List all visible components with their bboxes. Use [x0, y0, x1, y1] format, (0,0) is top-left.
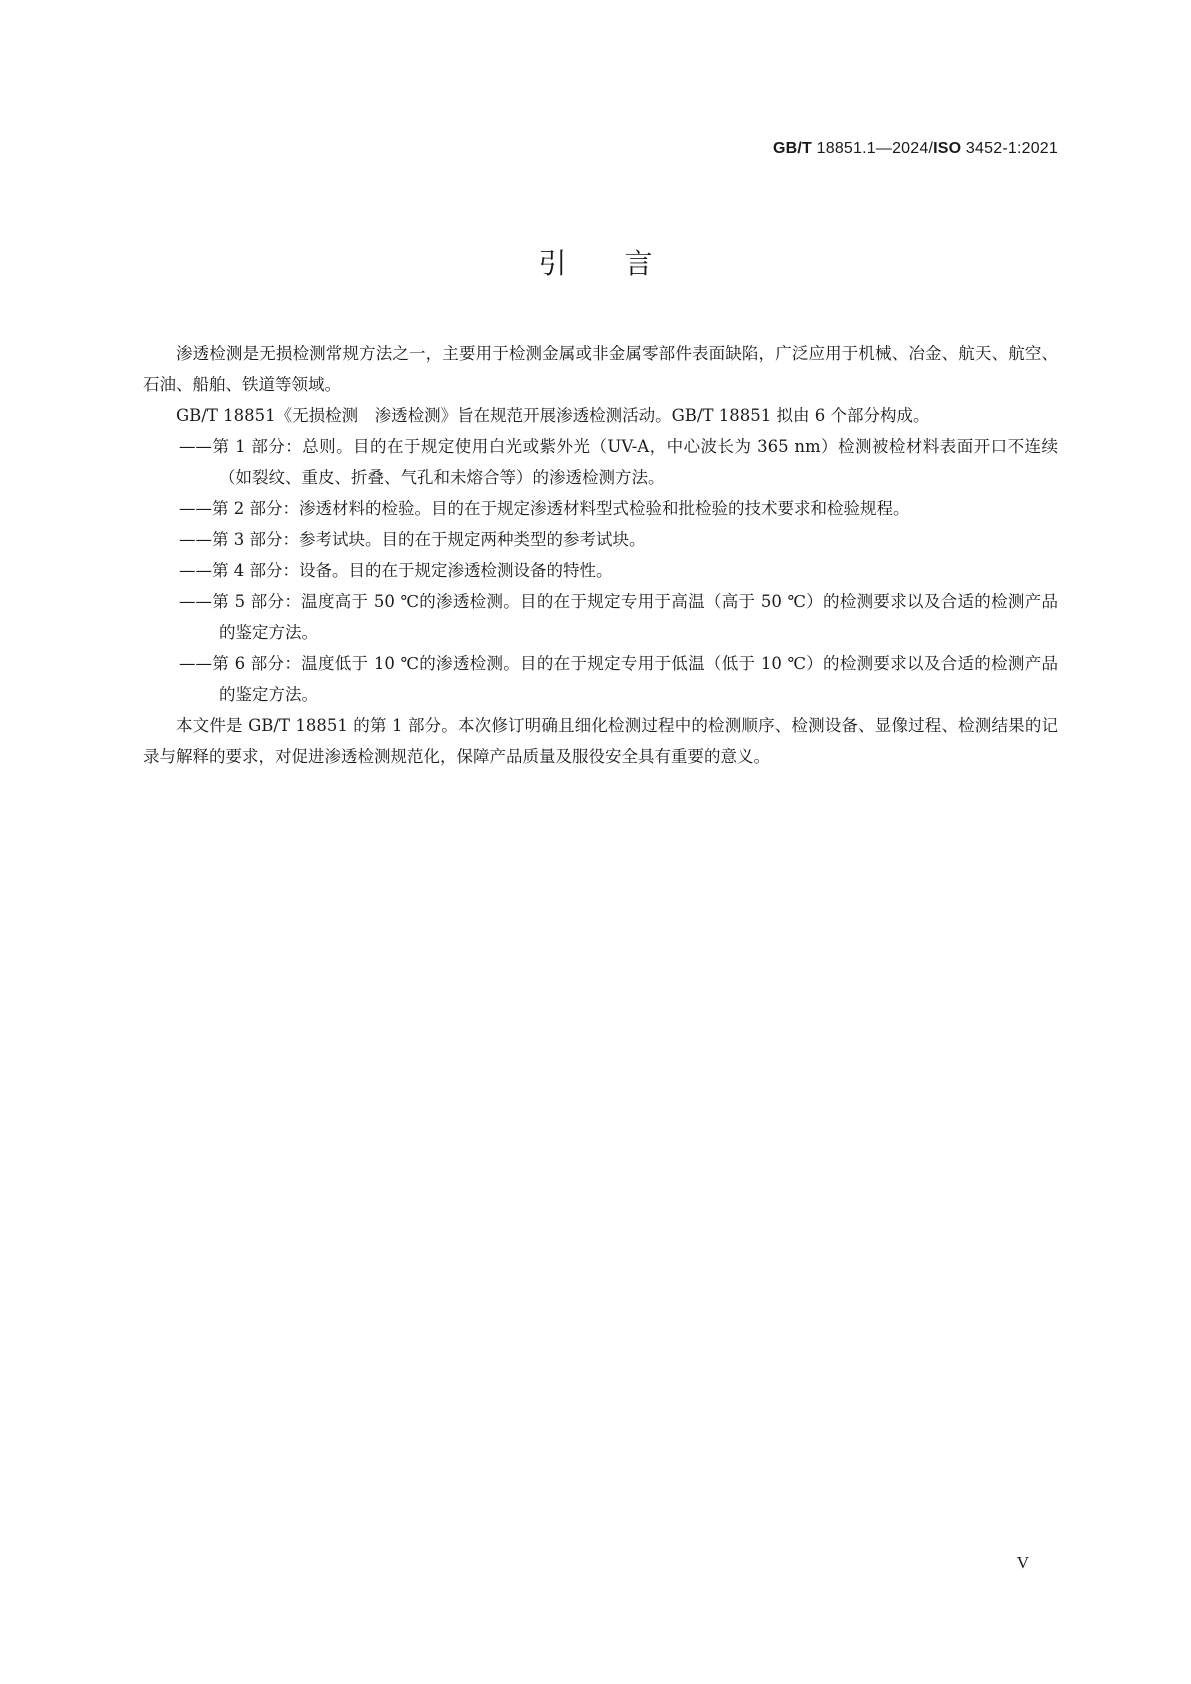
paragraph-intro: 渗透检测是无损检测常规方法之一，主要用于检测金属或非金属零部件表面缺陷，广泛应用于机械、冶金、航天、航空、石油、船舶、铁道等领域。 [143, 344, 1058, 394]
code-number: 18851.1—2024/ [811, 140, 934, 157]
document-body [143, 338, 1058, 772]
list-item-part-5: ——第 5 部分：温度高于 50 ℃的渗透检测。目的在于规定专用于高温（高于 50 ℃）的检测要求以及合适的检测产品的鉴定方法。 [179, 592, 1058, 642]
list-item-part-4: ——第 4 部分：设备。目的在于规定渗透检测设备的特性。 [179, 561, 613, 580]
page-number: V [1016, 1553, 1029, 1572]
code-prefix: GB/T [772, 140, 812, 157]
list-item-part-2: ——第 2 部分：渗透材料的检验。目的在于规定渗透材料型式检验和批检验的技术要求和检验规程。 [179, 499, 910, 518]
code-iso-number: 3452-1:2021 [961, 140, 1058, 157]
list-item-part-3: ——第 3 部分：参考试块。目的在于规定两种类型的参考试块。 [179, 530, 646, 549]
section-title: 引言 [538, 247, 711, 280]
list-item-part-6: ——第 6 部分：温度低于 10 ℃的渗透检测。目的在于规定专用于低温（低于 10 ℃）的检测要求以及合适的检测产品的鉴定方法。 [179, 654, 1058, 704]
document-code [773, 140, 1058, 158]
code-iso-prefix: ISO [933, 140, 962, 157]
paragraph-structure: GB/T 18851《无损检测 渗透检测》旨在规范开展渗透检测活动。GB/T 18851 拟由 6 个部分构成。 [176, 406, 930, 425]
list-item-part-1: ——第 1 部分：总则。目的在于规定使用白光或紫外光（UV-A，中心波长为 365 nm）检测被检材料表面开口不连续（如裂纹、重皮、折叠、气孔和未熔合等）的渗透检测方法。 [179, 437, 1058, 487]
paragraph-revision: 本文件是 GB/T 18851 的第 1 部分。本次修订明确且细化检测过程中的检测顺序、检测设备、显像过程、检测结果的记录与解释的要求，对促进渗透检测规范化，保障产品质量及服役安全具有重要的意义。 [143, 716, 1058, 766]
